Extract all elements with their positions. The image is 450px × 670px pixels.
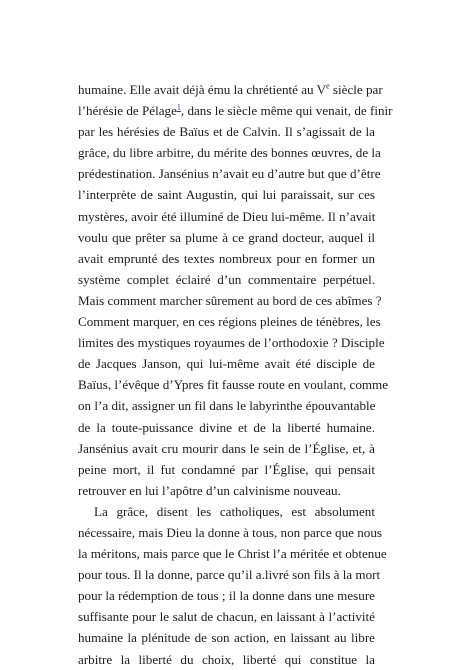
text-line [78, 163, 381, 184]
book-page-text [78, 79, 393, 670]
text-line [78, 459, 375, 480]
superscript: e [326, 81, 330, 91]
text-line [78, 184, 375, 205]
text-line [78, 564, 381, 585]
text-line [78, 522, 382, 543]
text-line [78, 585, 375, 606]
text-line [78, 438, 375, 459]
text-segment: , dans le siècle même qui venait, de finir [180, 103, 393, 119]
text-segment: Mais comment marcher sûrement au bord de ces abîmes ? [78, 292, 382, 308]
text-segment: de Jacques Janson, qui lui-même avait été disciple de [78, 356, 375, 372]
text-segment: suffisante pour le salut de chacun, en laissant à l’activité [78, 609, 375, 625]
text-line [78, 353, 375, 374]
text-segment: mystères, avoir été illuminé de Dieu lui-même. Il n’avait [78, 208, 376, 224]
text-segment: pour la rédemption de tous ; il la donne dans une mesure [78, 588, 375, 604]
text-line [78, 248, 375, 269]
text-segment: système complet éclairé d’un commentaire perpétuel. [78, 271, 375, 287]
text-segment: Comment marquer, en ces régions pleines de ténèbres, les [78, 314, 381, 330]
text-segment: arbitre la liberté du choix, liberté qui constitue la [78, 651, 375, 667]
text-line [78, 227, 375, 248]
text-line [78, 374, 389, 395]
text-segment: prédestination. Jansénius n’avait eu d’autre but que d’être [78, 166, 381, 182]
text-line [78, 142, 381, 163]
text-segment: siècle par [329, 82, 383, 97]
text-segment: la méritons, mais parce que le Christ l’a méritée et obtenue [78, 546, 387, 562]
text-segment: l’hérésie de Pélage [78, 103, 177, 119]
text-line [78, 332, 385, 353]
text-segment: nécessaire, mais Dieu la donne à tous, non parce que nous [78, 524, 382, 540]
text-line [78, 311, 381, 332]
text-line [78, 649, 375, 670]
text-line [78, 121, 375, 142]
text-segment: l’interprète de saint Augustin, qui lui paraissait, sur ces [78, 187, 375, 203]
text-line [78, 79, 383, 100]
text-line [78, 543, 387, 564]
text-line [78, 100, 393, 121]
text-segment: par les hérésies de Baïus et de Calvin. Il s’agissait de la [78, 124, 375, 140]
text-segment: grâce, du libre arbitre, du mérite des bonnes œuvres, de la [78, 145, 381, 161]
paragraph [78, 79, 393, 501]
text-segment: humaine. Elle avait déjà ému la chrétienté au V [78, 82, 327, 97]
text-line [78, 395, 375, 416]
text-segment: on l’a dit, assigner un fil dans le labyrinthe épouvantable [78, 398, 376, 414]
text-line [78, 606, 375, 627]
text-segment: peine mort, il fut condamné par l’Église, qui pensait [78, 461, 375, 477]
text-segment: Baïus, l’évêque d’Ypres fit fausse route en voulant, comme [78, 377, 389, 393]
text-segment: limites des mystiques royaumes de l’orthodoxie ? Disciple [78, 335, 385, 351]
text-segment: humaine la plénitude de son action, en laissant au libre [78, 630, 375, 646]
text-line [78, 480, 375, 501]
text-line [78, 290, 382, 311]
text-segment: pour tous. Il la donne, parce qu’il a.livré son fils à la mort [78, 567, 381, 583]
text-segment: Jansénius avait cru mourir dans le sein de l’Église, et, à [78, 440, 375, 456]
text-segment: avait emprunté des textes nombreux pour en former un [78, 250, 375, 266]
text-line [78, 206, 375, 227]
text-segment: de la toute-puissance divine et de la liberté humaine. [78, 419, 375, 435]
text-line [78, 417, 375, 438]
text-line [78, 501, 375, 522]
text-segment: La grâce, disent les catholiques, est absolument [94, 503, 375, 519]
text-segment: voulu que prêter sa plume à ce grand docteur, auquel il [78, 229, 375, 245]
paragraph [78, 501, 387, 670]
text-segment: retrouver en lui l’apôtre d’un calvinisme nouveau. [78, 482, 341, 498]
footnote-reference-link[interactable]: 1 [176, 102, 181, 112]
text-line [78, 269, 375, 290]
